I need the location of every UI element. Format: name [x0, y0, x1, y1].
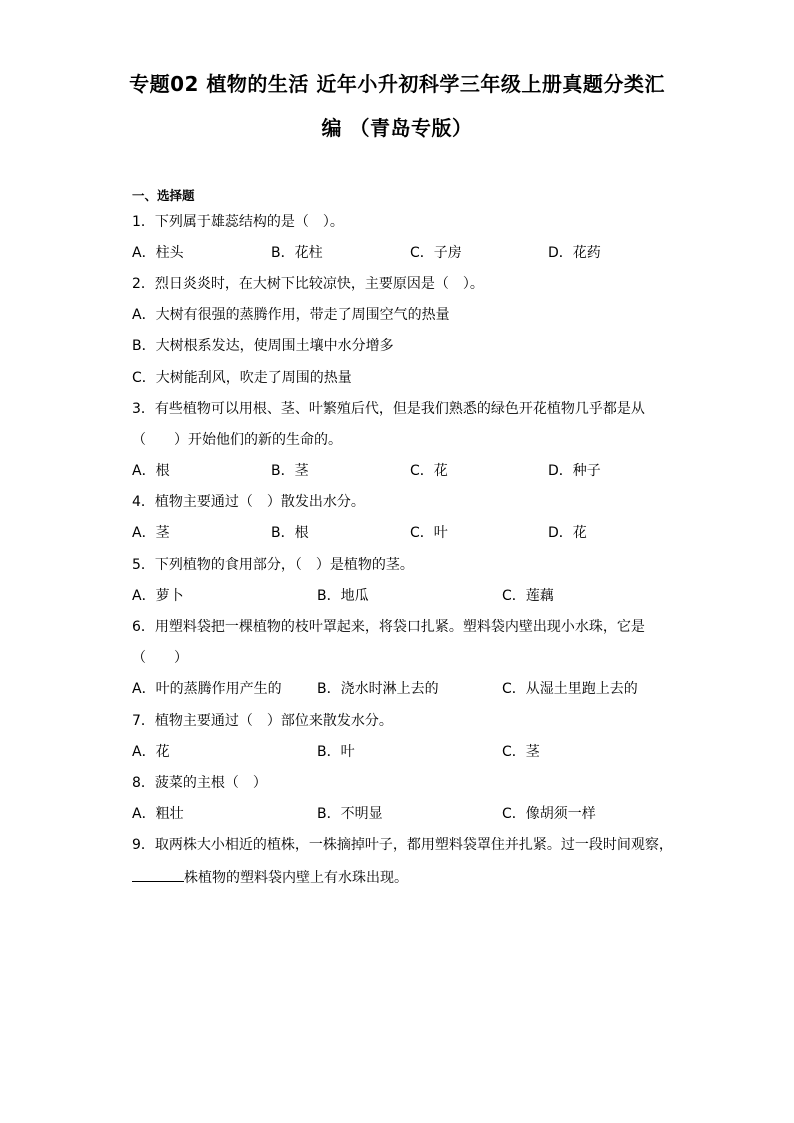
question-9-stem-line-2-text: 株植物的塑料袋内壁上有水珠出现。 — [184, 870, 408, 886]
question-2-option-c: C．大树能刮风，吹走了周围的热量 — [132, 370, 352, 386]
question-3-option-a: A．根 — [132, 463, 170, 479]
question-3-stem-line-2: （ ）开始他们的新的生命的。 — [132, 432, 342, 448]
question-8-stem: 8．菠菜的主根（ ） — [132, 775, 267, 791]
document-title-line-1: 专题02 植物的生活 近年小升初科学三年级上册真题分类汇 — [129, 72, 665, 96]
question-4-option-d: D．花 — [548, 525, 587, 541]
question-6-stem-line-2: （ ） — [132, 650, 188, 666]
question-7-stem: 7．植物主要通过（ ）部位来散发水分。 — [132, 713, 393, 729]
question-6-option-c: C．从湿土里跑上去的 — [502, 681, 638, 697]
question-3-option-b: B．茎 — [271, 463, 309, 479]
question-5-option-c: C．莲藕 — [502, 588, 554, 604]
question-4-option-c: C．叶 — [410, 525, 448, 541]
answer-blank[interactable] — [132, 867, 184, 882]
question-4-stem: 4．植物主要通过（ ）散发出水分。 — [132, 494, 365, 510]
question-9-stem-line-2 — [132, 867, 408, 887]
question-6-option-a: A．叶的蒸腾作用产生的 — [132, 681, 282, 697]
question-3-option-d: D．种子 — [548, 463, 601, 479]
question-2-option-a: A．大树有很强的蒸腾作用，带走了周围空气的热量 — [132, 307, 450, 323]
question-1-option-b: B．花柱 — [271, 245, 323, 261]
document-title-line-2: 编 （青岛专版） — [321, 116, 473, 140]
question-3-option-c: C．花 — [410, 463, 448, 479]
question-4-option-a: A．茎 — [132, 525, 170, 541]
question-9-stem-line-1: 9．取两株大小相近的植株，一株摘掉叶子，都用塑料袋罩住并扎紧。过一段时间观察， — [132, 837, 673, 853]
question-2-stem: 2．烈日炎炎时，在大树下比较凉快，主要原因是（ ）。 — [132, 276, 484, 292]
section-heading: 一、选择题 — [132, 188, 195, 203]
question-6-option-b: B．浇水时淋上去的 — [317, 681, 439, 697]
question-4-option-b: B．根 — [271, 525, 309, 541]
question-2-option-b: B．大树根系发达，使周围土壤中水分增多 — [132, 338, 394, 354]
question-8-option-c: C．像胡须一样 — [502, 806, 596, 822]
question-1-option-d: D．花药 — [548, 245, 601, 261]
question-1-stem: 1．下列属于雄蕊结构的是（ ）。 — [132, 214, 344, 230]
question-7-option-c: C．茎 — [502, 744, 540, 760]
question-5-stem: 5．下列植物的食用部分，（ ）是植物的茎。 — [132, 557, 414, 573]
question-8-option-b: B．不明显 — [317, 806, 383, 822]
question-5-option-a: A．萝卜 — [132, 588, 184, 604]
question-3-stem-line-1: 3．有些植物可以用根、茎、叶繁殖后代，但是我们熟悉的绿色开花植物几乎都是从 — [132, 401, 645, 417]
question-1-option-a: A．柱头 — [132, 245, 184, 261]
question-6-stem-line-1: 6．用塑料袋把一棵植物的枝叶罩起来，将袋口扎紧。塑料袋内壁出现小水珠，它是 — [132, 619, 645, 635]
question-5-option-b: B．地瓜 — [317, 588, 369, 604]
question-1-option-c: C．子房 — [410, 245, 462, 261]
question-7-option-b: B．叶 — [317, 744, 355, 760]
question-8-option-a: A．粗壮 — [132, 806, 184, 822]
question-7-option-a: A．花 — [132, 744, 170, 760]
